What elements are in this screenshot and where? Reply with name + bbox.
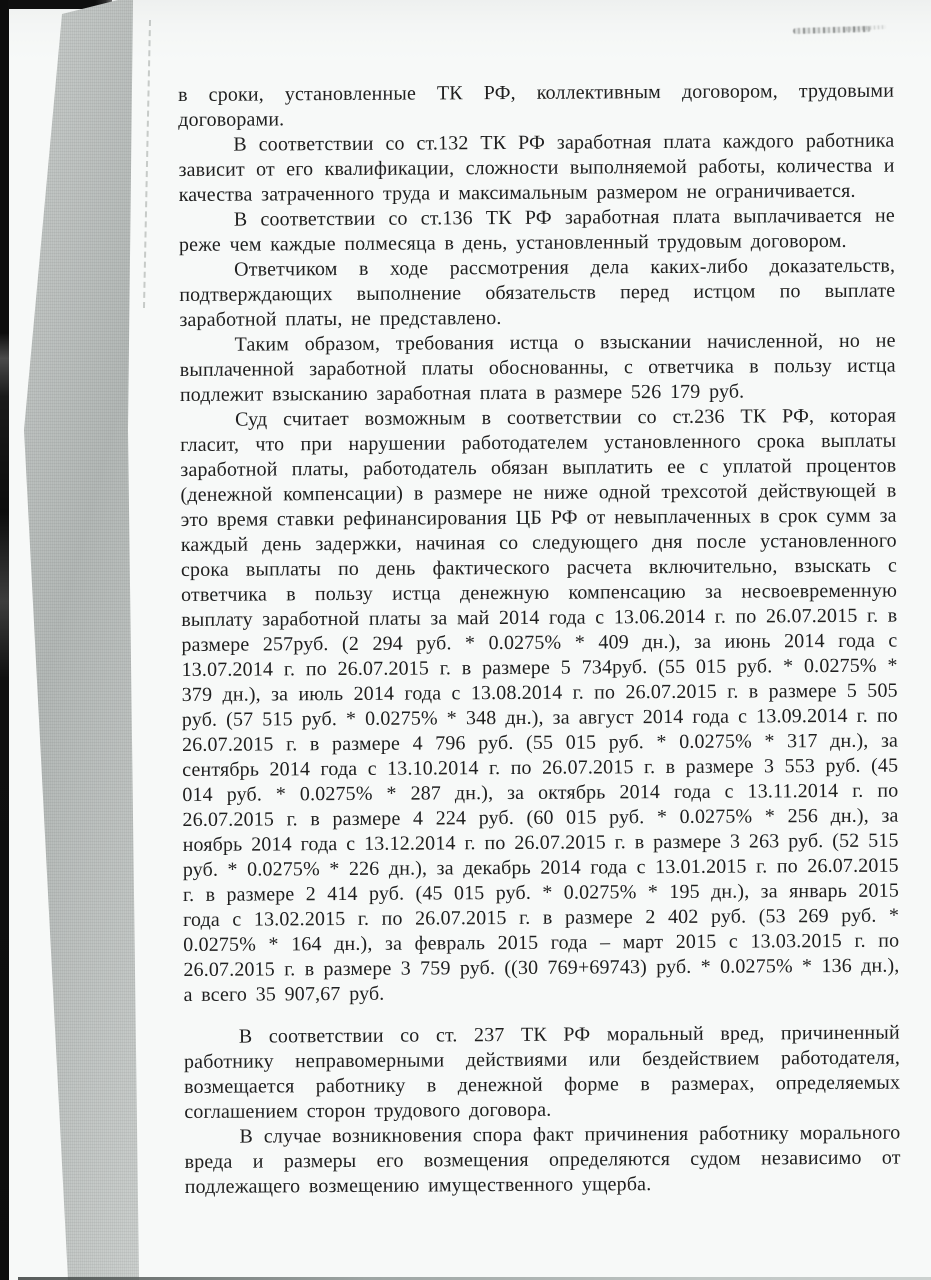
paragraph-st236-compensation: Суд считает возможным в соответствии со ст.236 ТК РФ, которая гласит, что при нарушении работодателем установленного срока выплаты заработной платы, работодатель обязан выплатить ее с уплатой процентов (денежной компенсации) в размере не ниже одной трехсотой действующей в это время ставки рефинансирования ЦБ РФ от невыплаченных в срок сумм за каждый день задержки, начиная со следующего дня после установленного срока выплаты по день фактического расчета включительно, взыскать с ответчика в пользу истца денежную компенсацию за несвоевременную выплату заработной платы за май 2014 года с 13.06.2014 г. по 26.07.2015 г. в размере 257руб. (2 294 руб. * 0.0275% * 409 дн.), за июнь 2014 года с 13.07.2014 г. по 26.07.2015 г. в размере 5 734руб. (55 015 руб. * 0.0275% * 379 дн.), за июль 2014 года с 13.08.2014 г. по 26.07.2015 г. в размере 5 505 руб. (57 515 руб. * 0.0275% * 348 дн.), за август 2014 года с 13.09.2014 г. по 26.07.2015 г. в размере 4 796 руб. (55 015 руб. * 0.0275% * 317 дн.), за сентябрь 2014 года с 13.10.2014 г. по 26.07.2015 г. в размере 3 553 руб. (45 014 руб. * 0.0275% * 287 дн.), за октябрь 2014 года с 13.11.2014 г. по 26.07.2015 г. в размере 4 224 руб. (60 015 руб. * 0.0275% * 256 дн.), за ноябрь 2014 года с 13.12.2014 г. по 26.07.2015 г. в размере 3 263 руб. (52 515 руб. * 0.0275% * 226 дн.), за декабрь 2014 года с 13.01.2015 г. по 26.07.2015 г. в размере 2 414 руб. (45 015 руб. * 0.0275% * 195 дн.), за январь 2015 года с 13.02.2015 г. по 26.07.2015 г. в размере 2 402 руб. (53 269 руб. * 0.0275% * 164 дн.), за февраль 2015 года – март 2015 с 13.03.2015 г. по 26.07.2015 г. в размере 3 759 руб. ((30 769+69743) руб. * 0.0275% * 136 дн.), а всего 35 907,67 руб.: [180, 404, 900, 1006]
page-stack-edge: [0, 0, 160, 1280]
paragraph-wage-claim: Таким образом, требования истца о взыскании начисленной, но не выплаченной заработной платы обоснованны, с ответчика в пользу истца подлежит взысканию заработная плата в размере 526 179 руб.: [179, 329, 896, 406]
document-text: [178, 79, 901, 1200]
paragraph-dispute-moral-harm: В случае возникновения спора факт причинения работнику морального вреда и размеры его возмещения определяются судом независимо от подлежащего возмещению имущественного ущерба.: [184, 1121, 901, 1198]
paragraph-continuation: в сроки, установленные ТК РФ, коллективным договором, трудовыми договорами.: [178, 79, 895, 131]
paragraph-st132: В соответствии со ст.132 ТК РФ заработная плата каждого работника зависит от его квалификации, сложности выполняемой работы, количества и качества затраченного труда и максимальным размером не ограничивается.: [178, 129, 895, 206]
scanner-edge-left: [0, 0, 9, 1280]
page-edge-line: [143, 20, 151, 308]
paragraph-st136: В соответствии со ст.136 ТК РФ заработная плата выплачивается не реже чем каждые полмесяца в день, установленный трудовым договором.: [178, 204, 895, 256]
paragraph-st237-moral-harm: В соответствии со ст. 237 ТК РФ моральный вред, причиненный работнику неправомерными действиями или бездействием работодателя, возмещается работнику в денежной форме в размерах, определяемых соглашением сторон трудового договора.: [183, 1021, 901, 1123]
paragraph-defendant-evidence: Ответчиком в ходе рассмотрения дела каких-либо доказательств, подтверждающих выполнение обязательств перед истцом по выплате заработной платы, не представлено.: [179, 254, 896, 331]
